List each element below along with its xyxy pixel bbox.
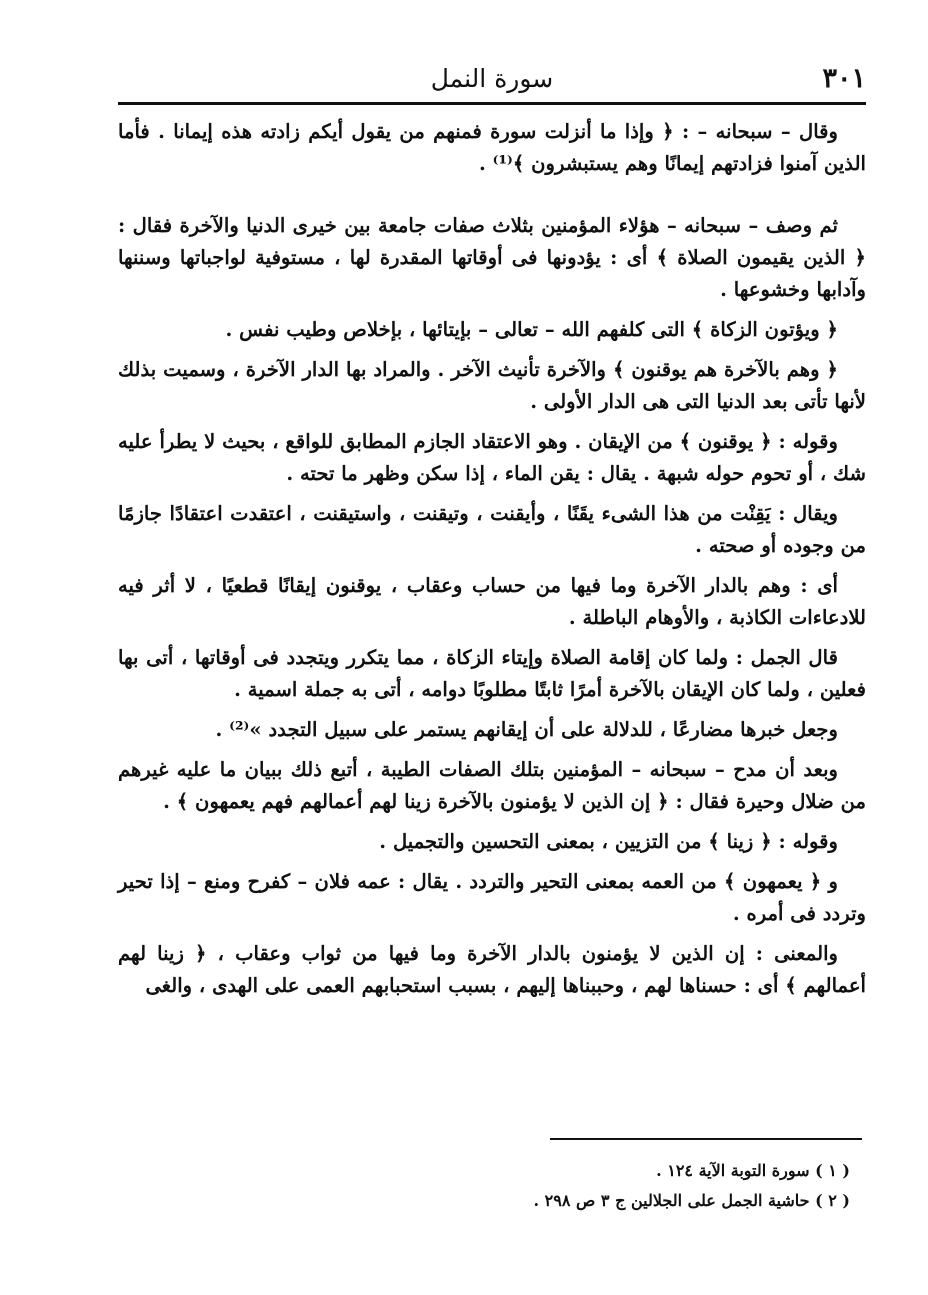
footnote-divider — [550, 1138, 862, 1140]
paragraph-10: وبعد أن مدح – سبحانه – المؤمنين بتلك الصفات الطيبة ، أتبع ذلك ببيان ما عليه غيرهم من ضلال وحيرة فقال : ﴿ إن الذين لا يؤمنون بالآخرة زينا لهم أعمالهم فهم يعمهون ﴾ . — [118, 758, 866, 813]
paragraph-9: وجعل خبرها مضارعًا ، للدلالة على أن إيقانهم يستمر على سبيل التجدد »⁽²⁾ . — [215, 718, 838, 741]
paragraph-1: وقال – سبحانه – : ﴿ وإذا ما أنزلت سورة فمنهم من يقول أيكم زادته هذه إيمانا . فأما الذين آمنوا فزادتهم إيمانًا وهم يستبشرون ﴾⁽¹⁾ . — [118, 120, 866, 175]
surah-title: سورة النمل — [430, 64, 554, 93]
paragraph-5: وقوله : ﴿ يوقنون ﴾ من الإيقان . وهو الاعتقاد الجازم المطابق للواقع ، بحيث لا يطرأ عليه شك ، أو تحوم حوله شبهة . يقال : يقن الماء ، إذا سكن وظهر ما تحته . — [118, 430, 866, 485]
paragraph-8: قال الجمل : ولما كان إقامة الصلاة وإيتاء الزكاة ، مما يتكرر ويتجدد فى أوقاتها ، أتى بها فعلين ، ولما كان الإيقان بالآخرة أمرًا ثابتًا مطلوبًا دوامه ، أتى به جملة اسمية . — [118, 646, 866, 701]
paragraph-2: ثم وصف – سبحانه – هؤلاء المؤمنين بثلاث صفات جامعة بين خيرى الدنيا والآخرة فقال : ﴿ الذين يقيمون الصلاة ﴾ أى : يؤدونها فى أوقاتها المقدرة لها ، مستوفية لواجباتها وسننها وآدابها وخشوعها . — [118, 214, 866, 301]
footnotes — [400, 1156, 850, 1216]
running-header — [118, 58, 866, 100]
footnote-1: ( ١ ) سورة التوبة الآية ١٢٤ . — [656, 1161, 850, 1180]
paragraph-7: أى : وهم بالدار الآخرة وما فيها من حساب وعقاب ، يوقنون إيقانًا قطعيًا ، لا أثر فيه للادعاءات الكاذبة ، والأوهام الباطلة . — [118, 574, 866, 629]
main-text — [118, 116, 866, 1010]
paragraph-3: ﴿ ويؤتون الزكاة ﴾ التى كلفهم الله – تعالى – بإيتائها ، بإخلاص وطيب نفس . — [225, 318, 838, 341]
paragraph-4: ﴿ وهم بالآخرة هم يوقنون ﴾ والآخرة تأنيث الآخر . والمراد بها الدار الآخرة ، وسميت بذلك لأنها تأتى بعد الدنيا التى هى الدار الأولى . — [118, 358, 866, 413]
paragraph-11: وقوله : ﴿ زينا ﴾ من التزيين ، بمعنى التحسين والتجميل . — [379, 830, 838, 853]
paragraph-6: ويقال : يَقِنْت من هذا الشىء يقَنًا ، وأيقنت ، وتيقنت ، واستيقنت ، اعتقدت اعتقادًا جازمًا من وجوده أو صحته . — [118, 502, 866, 557]
footnote-2: ( ٢ ) حاشية الجمل على الجلالين ج ٣ ص ٢٩٨ . — [533, 1191, 850, 1210]
page-number: ٣٠١ — [822, 63, 866, 94]
paragraph-12: و ﴿ يعمهون ﴾ من العمه بمعنى التحير والتردد . يقال : عمه فلان – كفرح ومنع – إذا تحير وتردد فى أمره . — [118, 870, 866, 925]
header-divider — [118, 102, 866, 105]
paragraph-13: والمعنى : إن الذين لا يؤمنون بالدار الآخرة وما فيها من ثواب وعقاب ، ﴿ زينا لهم أعمالهم ﴾ أى : حسناها لهم ، وحببناها إليهم ، بسبب استحبابهم العمى على الهدى ، والغى — [118, 942, 866, 997]
